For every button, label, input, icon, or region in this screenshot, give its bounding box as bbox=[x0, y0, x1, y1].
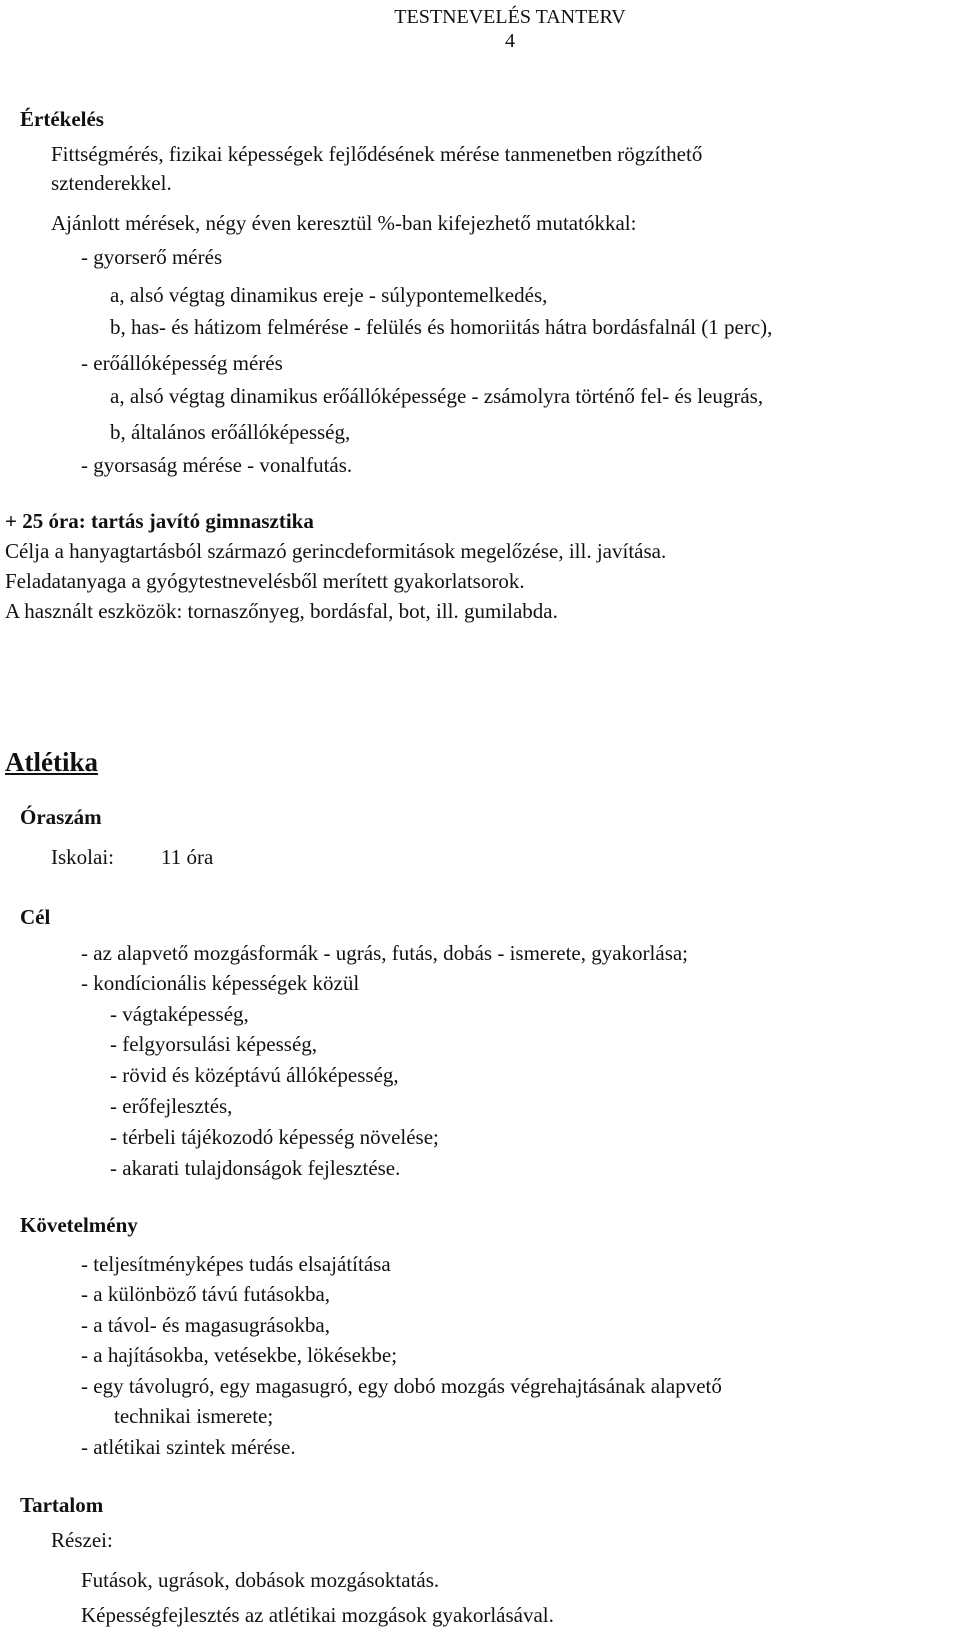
ertekeles-item: b, has- és hátizom felmérése - felülés és homoriitás hátra bordásfalnál (1 perc), bbox=[110, 315, 773, 339]
ertekeles-item: - erőállóképesség mérés bbox=[81, 351, 283, 375]
iskolai-label: Iskolai: bbox=[51, 845, 114, 869]
cel-heading: Cél bbox=[20, 905, 51, 929]
gimnasztika-line: Feladatanyaga a gyógytestnevelésből merített gyakorlatsorok. bbox=[5, 569, 525, 593]
kovetelmeny-heading: Követelmény bbox=[20, 1213, 138, 1237]
kovetelmeny-item: - egy távolugró, egy magasugró, egy dobó mozgás végrehajtásának alapvető bbox=[81, 1374, 722, 1398]
cel-item: - rövid és középtávú állóképesség, bbox=[110, 1063, 399, 1087]
cel-item: - erőfejlesztés, bbox=[110, 1094, 233, 1118]
doc-title: TESTNEVELÉS TANTERV bbox=[394, 6, 626, 28]
page-number: 4 bbox=[505, 30, 515, 52]
ertekeles-heading: Értékelés bbox=[20, 107, 104, 131]
kovetelmeny-item: technikai ismerete; bbox=[114, 1404, 274, 1428]
cel-item: - akarati tulajdonságok fejlesztése. bbox=[110, 1156, 401, 1180]
ertekeles-item: - gyorsaság mérése - vonalfutás. bbox=[81, 453, 353, 477]
ertekeles-item: a, alsó végtag dinamikus ereje - súlypontemelkedés, bbox=[110, 283, 548, 307]
ertekeles-line-1: Fittségmérés, fizikai képességek fejlődésének mérése tanmenetben rögzíthető bbox=[51, 142, 703, 166]
cel-item: - vágtaképesség, bbox=[110, 1002, 249, 1026]
cel-item: - térbeli tájékozodó képesség növelése; bbox=[110, 1125, 439, 1149]
cel-item: - felgyorsulási képesség, bbox=[110, 1032, 318, 1056]
ertekeles-item: b, általános erőállóképesség, bbox=[110, 420, 351, 444]
kovetelmeny-item: - atlétikai szintek mérése. bbox=[81, 1435, 296, 1459]
kovetelmeny-item: - a különböző távú futásokba, bbox=[81, 1282, 331, 1306]
tartalom-item: Futások, ugrások, dobások mozgásoktatás. bbox=[81, 1568, 440, 1592]
ertekeles-item: a, alsó végtag dinamikus erőállóképessége - zsámolyra történő fel- és leugrás, bbox=[110, 384, 764, 408]
cel-item: - az alapvető mozgásformák - ugrás, futás, dobás - ismerete, gyakorlása; bbox=[81, 941, 689, 965]
reszei-label: Részei: bbox=[51, 1528, 113, 1552]
atletika-title: Atlétika bbox=[5, 747, 98, 777]
oraszam-heading: Óraszám bbox=[20, 805, 102, 829]
gimnasztika-line: Célja a hanyagtartásból származó gerincdeformitások megelőzése, ill. javítása. bbox=[5, 539, 667, 563]
ertekeles-line-3: Ajánlott mérések, négy éven keresztül %-ban kifejezhető mutatókkal: bbox=[51, 211, 637, 235]
tartalom-heading: Tartalom bbox=[20, 1493, 104, 1517]
kovetelmeny-item: - a hajításokba, vetésekbe, lökésekbe; bbox=[81, 1343, 398, 1367]
tartalom-item: Képességfejlesztés az atlétikai mozgások gyakorlásával. bbox=[81, 1603, 554, 1627]
kovetelmeny-item: - a távol- és magasugrásokba, bbox=[81, 1313, 330, 1337]
iskolai-value: 11 óra bbox=[161, 845, 214, 869]
kovetelmeny-item: - teljesítményképes tudás elsajátítása bbox=[81, 1252, 391, 1276]
gimnasztika-line: A használt eszközök: tornaszőnyeg, bordásfal, bot, ill. gumilabda. bbox=[5, 599, 558, 623]
gimnasztika-heading: + 25 óra: tartás javító gimnasztika bbox=[5, 509, 314, 533]
ertekeles-item: - gyorserő mérés bbox=[81, 245, 223, 269]
ertekeles-line-2: sztenderekkel. bbox=[51, 171, 172, 195]
cel-item: - kondícionális képességek közül bbox=[81, 971, 360, 995]
